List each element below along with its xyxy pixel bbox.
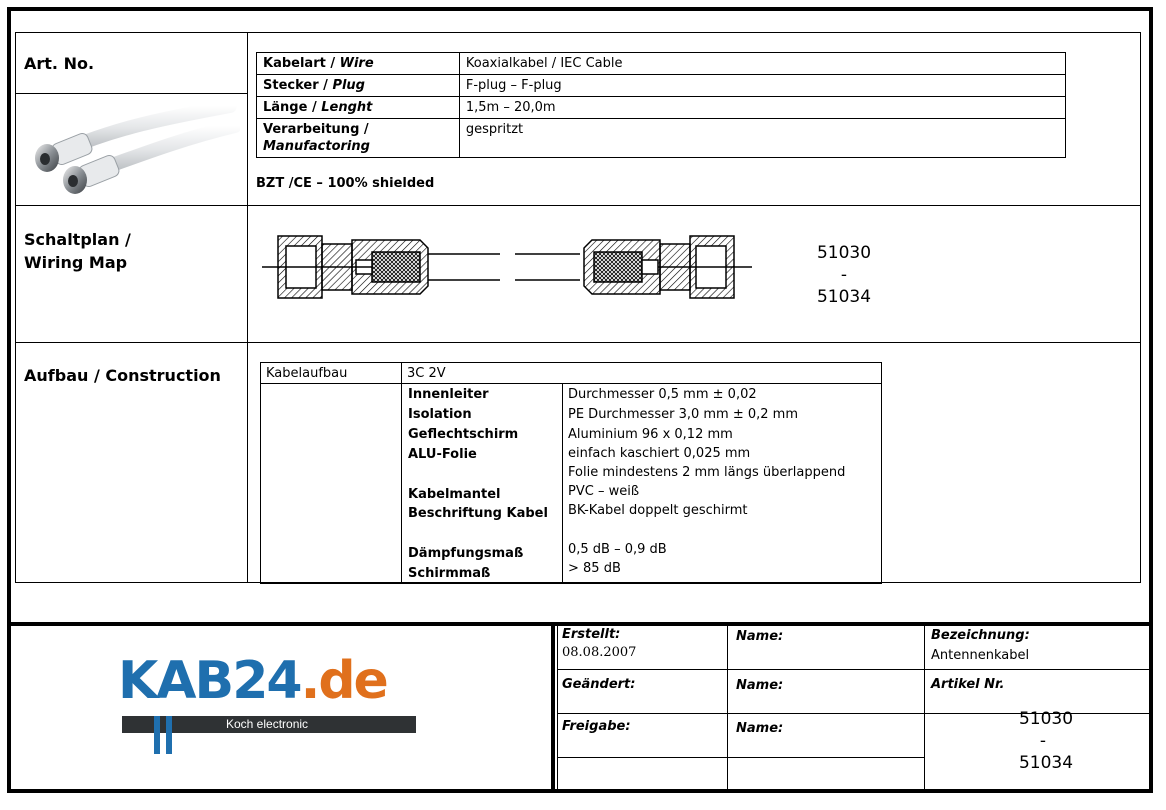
artikel-label: Artikel Nr.	[931, 677, 1005, 692]
wiring-part-sep: -	[840, 265, 848, 285]
construction-title: Aufbau / Construction	[24, 366, 221, 385]
construction-header-label: Kabelaufbau	[266, 366, 348, 381]
footer-logo-divider	[551, 622, 555, 793]
footer-row-divider-1	[557, 669, 1149, 670]
row-divider-2	[15, 342, 1141, 343]
construction-label: Beschriftung Kabel	[408, 506, 548, 521]
spec-row	[257, 53, 1066, 75]
spec-key: Kabelart / Wire	[257, 53, 460, 75]
geaendert-label: Geändert:	[562, 677, 636, 692]
footer-col-divider-1	[727, 626, 728, 793]
spec-key: Verarbeitung / Manufactoring	[257, 119, 460, 158]
name-label: Name:	[736, 678, 784, 693]
construction-label: Innenleiter	[408, 387, 489, 402]
construction-col-divider-2	[562, 383, 563, 583]
construction-col-divider-1	[401, 383, 402, 583]
construction-value: > 85 dB	[568, 561, 621, 576]
construction-label: Schirmmaß	[408, 566, 491, 581]
shield-text: BZT /CE – 100% shielded	[256, 176, 435, 191]
erstellt-label: Erstellt:	[562, 627, 621, 642]
construction-label: Kabelmantel	[408, 487, 501, 502]
spec-key: Länge / Lenght	[257, 97, 460, 119]
artikel-from: 51030	[1018, 709, 1074, 729]
spec-value: Koaxialkabel / IEC Cable	[459, 53, 1065, 75]
wiring-part-from: 51030	[816, 243, 872, 263]
wiring-title-line1: Schaltplan /	[24, 230, 131, 249]
kab24-logo	[118, 652, 387, 710]
logo-number: 24	[232, 651, 301, 711]
cable-photo	[25, 98, 240, 198]
name-label: Name:	[736, 721, 784, 736]
construction-value: PE Durchmesser 3,0 mm ± 0,2 mm	[568, 407, 798, 422]
construction-value: 0,5 dB – 0,9 dB	[568, 542, 667, 557]
construction-label: Dämpfungsmaß	[408, 546, 524, 561]
spec-row	[257, 75, 1066, 97]
table-right-border	[1140, 32, 1141, 583]
construction-header-col-divider	[401, 362, 402, 383]
construction-label: Geflechtschirm	[408, 427, 519, 442]
spec-row	[257, 119, 1066, 158]
footer-inner-left	[557, 626, 558, 793]
freigabe-label: Freigabe:	[562, 719, 631, 734]
spec-value: 1,5m – 20,0m	[459, 97, 1065, 119]
construction-value: einfach kaschiert 0,025 mm	[568, 446, 751, 461]
spec-row	[257, 97, 1066, 119]
construction-value: Folie mindestens 2 mm längs überlappend	[568, 465, 846, 480]
bezeichnung-value: Antennenkabel	[931, 648, 1030, 663]
footer-col-divider-2	[924, 626, 925, 793]
logo-stripe-1	[154, 716, 160, 754]
logo-main-text: KAB	[118, 651, 233, 711]
spec-key: Stecker / Plug	[257, 75, 460, 97]
footer-top-border	[11, 622, 1153, 626]
wiring-part-to: 51034	[816, 287, 872, 307]
construction-value: PVC – weiß	[568, 484, 640, 499]
logo-subtitle: Koch electronic	[226, 717, 309, 731]
construction-label: ALU-Folie	[408, 447, 477, 462]
artno-title: Art. No.	[24, 54, 95, 73]
artikel-to: 51034	[1018, 753, 1074, 773]
construction-label: Isolation	[408, 407, 472, 422]
row-divider-1	[15, 205, 1141, 206]
logo-stripe-2	[166, 716, 172, 754]
spec-value: F-plug – F-plug	[459, 75, 1065, 97]
construction-header-divider	[260, 383, 881, 384]
spec-value: gespritzt	[459, 119, 1065, 158]
spec-table	[256, 52, 1066, 158]
artikel-sep: -	[1039, 731, 1047, 751]
artno-divider	[15, 93, 247, 94]
table-left-border	[15, 32, 16, 583]
erstellt-date: 08.08.2007	[562, 645, 637, 660]
construction-value: Aluminium 96 x 0,12 mm	[568, 427, 733, 442]
footer-row-divider-3	[557, 757, 925, 758]
construction-value: Durchmesser 0,5 mm ± 0,02	[568, 387, 757, 402]
logo-tld: .de	[300, 651, 387, 711]
wiring-title-line2: Wiring Map	[24, 253, 128, 272]
construction-header-value: 3C 2V	[407, 366, 446, 381]
bezeichnung-label: Bezeichnung:	[931, 628, 1030, 643]
construction-value: BK-Kabel doppelt geschirmt	[568, 503, 748, 518]
name-label: Name:	[736, 629, 784, 644]
column-divider	[247, 32, 248, 583]
wiring-diagram	[260, 230, 760, 305]
table-top-border	[15, 32, 1141, 33]
